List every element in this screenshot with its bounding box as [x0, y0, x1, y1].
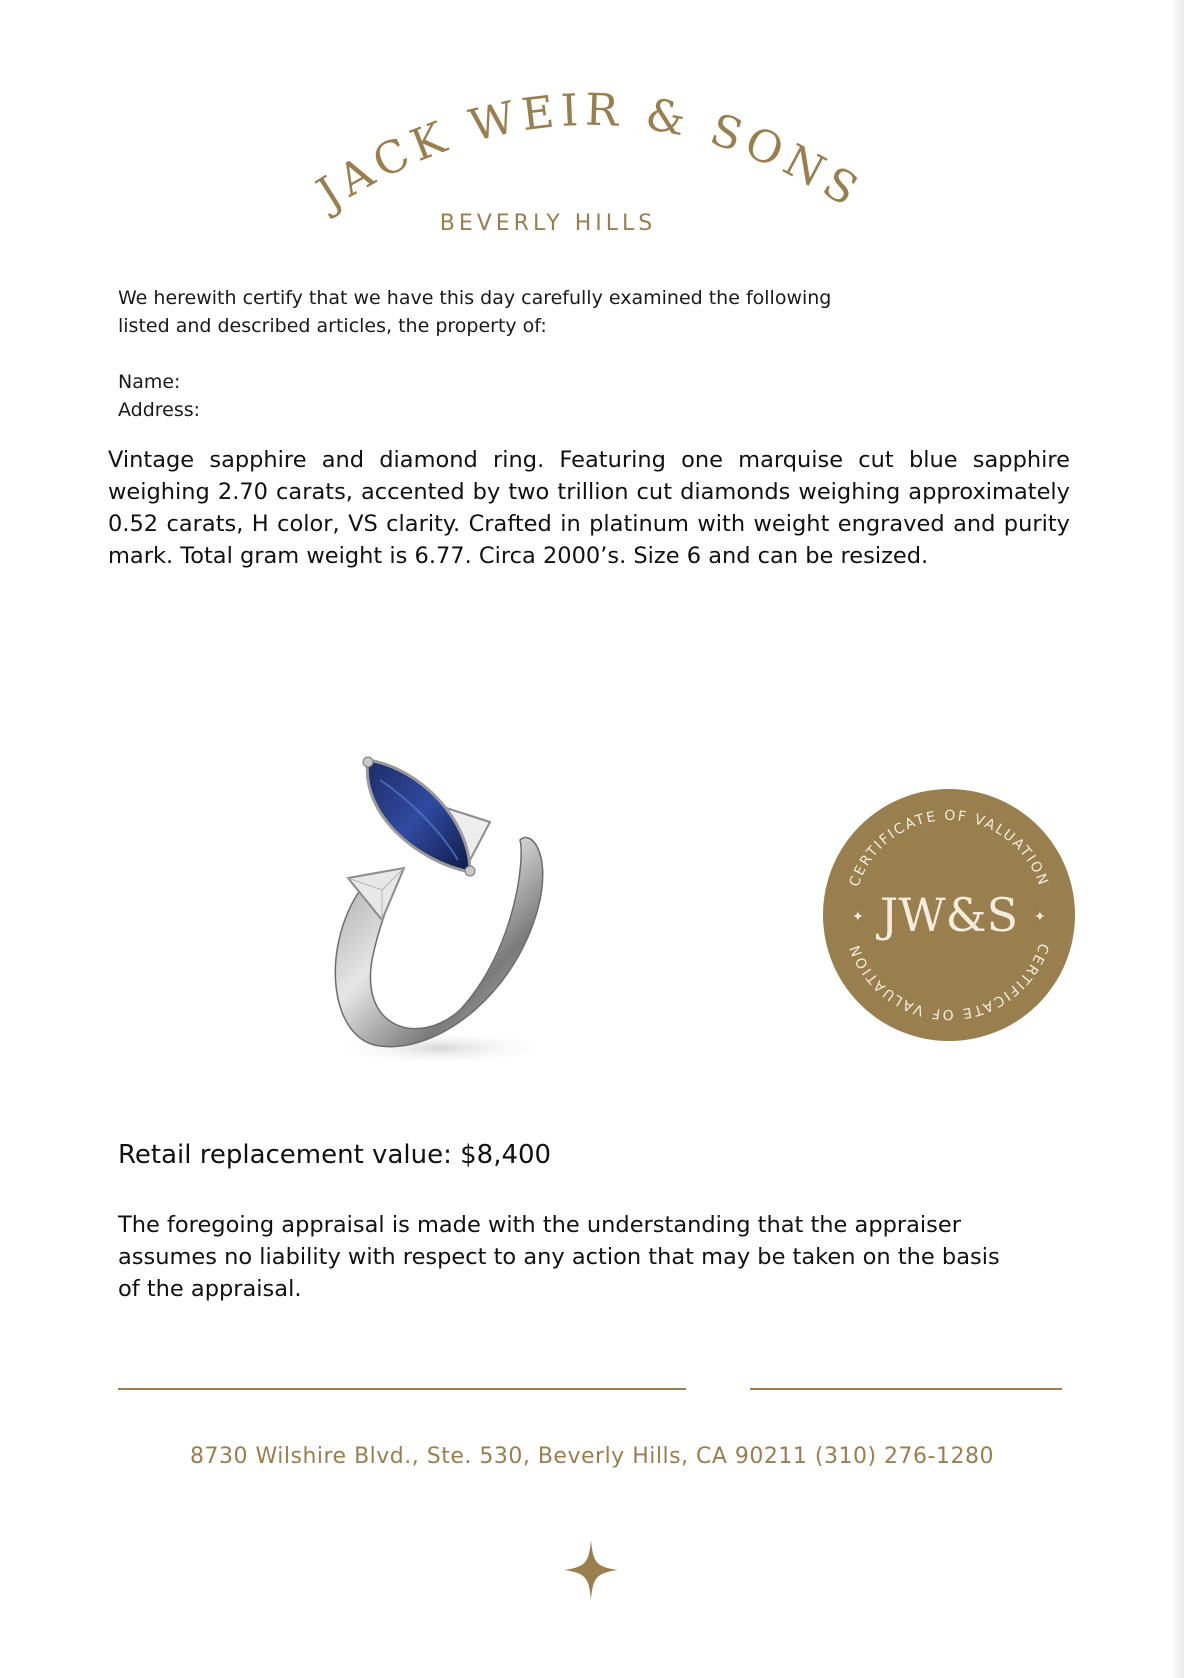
address-label: Address: — [118, 399, 201, 421]
brand-location: BEVERLY HILLS — [439, 211, 657, 236]
brand-logo-art — [300, 80, 880, 260]
seal-monogram: JW&S — [879, 888, 1019, 942]
seal-graphic — [822, 788, 1076, 1042]
brand-name-arc: JACK WEIR & SONS — [308, 84, 872, 220]
appraisal-disclaimer: The foregoing appraisal is made with the understanding that the appraiser assumes no liability with respect to any action that may be taken on the basis of the appraisal. — [118, 1212, 1000, 1302]
sapphire-ring-photo — [320, 750, 580, 1070]
footer-address: 8730 Wilshire Blvd., Ste. 530, Beverly Hills, CA 90211 (310) 276-1280 — [190, 1444, 994, 1469]
item-description: Vintage sapphire and diamond ring. Featuring one marquise cut blue sapphire weighing 2.70 carats, accented by two trillion cut diamonds weighing approximately 0.52 carats, H color, VS clarity. Crafted in platinum with weight engraved and purity mark. Total gram weight is 6.77. Circa 2000’s. Size 6 and can be resized. — [108, 447, 1070, 569]
name-label: Name: — [118, 371, 181, 393]
signature-line-left — [118, 1388, 686, 1390]
brand-logo — [300, 80, 880, 260]
certificate-of-valuation-seal — [822, 788, 1076, 1042]
value-amount: $8,400 — [460, 1140, 552, 1170]
certification-statement: We herewith certify that we have this day carefully examined the following listed and described articles, the property of: — [118, 287, 832, 337]
ring-illustration — [320, 750, 580, 1070]
seal-ring-text-bottom: CERTIFICATE OF VALUATION — [846, 941, 1052, 1023]
seal-ring-text-top: CERTIFICATE OF VALUATION — [846, 807, 1052, 889]
owner-fields — [118, 368, 200, 424]
four-point-star-icon — [564, 1540, 618, 1600]
retail-replacement-value — [118, 1140, 551, 1170]
seal-star-left-icon: ✦ — [852, 909, 864, 925]
footer-star-graphic — [564, 1540, 618, 1600]
signature-line-right — [750, 1388, 1062, 1390]
value-label: Retail replacement value: — [118, 1140, 452, 1170]
seal-star-right-icon: ✦ — [1034, 909, 1046, 925]
page-edge-shadow — [1170, 0, 1184, 1678]
